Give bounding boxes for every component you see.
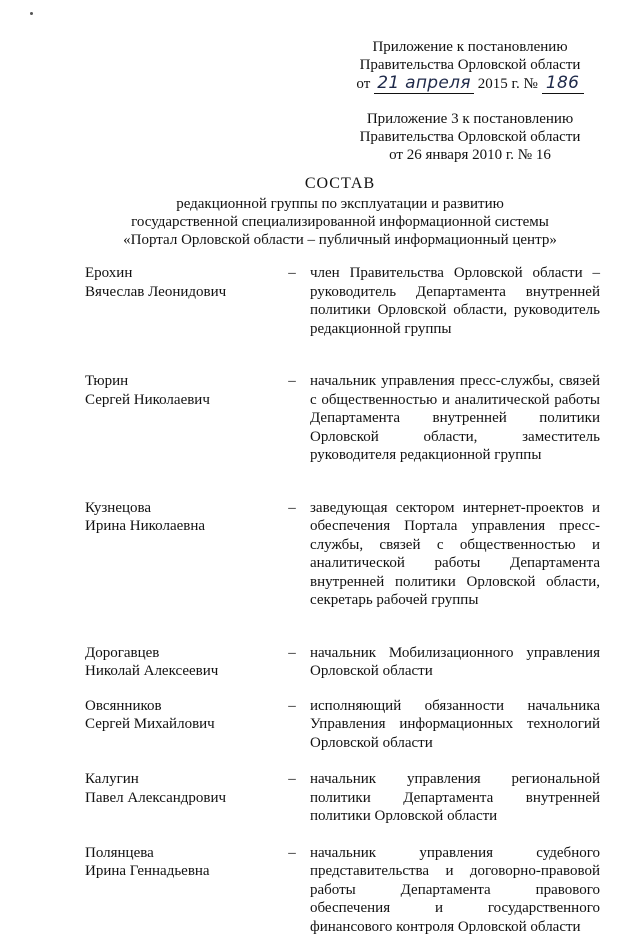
member-position: начальник управления судебного представительства и договорно-правовой работы Департамента правового обеспечения и государственного финансового контроля Орловской области <box>310 844 600 936</box>
handwritten-date: 21 апреля <box>377 73 471 93</box>
member-name <box>85 499 275 536</box>
from-label: от <box>356 76 370 92</box>
appendix-date-line <box>340 74 600 94</box>
member-row <box>85 644 600 681</box>
member-name <box>85 770 275 807</box>
title-line-3: «Портал Орловской области – публичный информационный центр» <box>60 231 620 249</box>
member-dash: – <box>285 644 299 663</box>
date-field <box>374 74 474 94</box>
member-given-name: Сергей Михайлович <box>85 715 275 734</box>
member-surname: Кузнецова <box>85 499 275 518</box>
member-position: член Правительства Орловской области – руководитель Департамента внутренней политики Орловской области, руководитель редакционной группы <box>310 264 600 338</box>
member-position: исполняющий обязанности начальника Управления информационных технологий Орловской области <box>310 697 600 753</box>
member-row <box>85 372 600 465</box>
member-name <box>85 264 275 301</box>
member-dash: – <box>285 372 299 391</box>
member-dash: – <box>285 264 299 283</box>
member-position: начальник Мобилизационного управления Орловской области <box>310 644 600 681</box>
member-name <box>85 644 275 681</box>
member-surname: Тюрин <box>85 372 275 391</box>
member-surname: Ерохин <box>85 264 275 283</box>
member-row <box>85 844 600 936</box>
appendix3-line-2: Правительства Орловской области <box>340 128 600 146</box>
scan-speck <box>30 12 33 15</box>
appendix3-line-1: Приложение 3 к постановлению <box>340 110 600 128</box>
member-row <box>85 770 600 826</box>
members-list <box>85 264 600 936</box>
title-line-1: редакционной группы по эксплуатации и развитию <box>60 195 620 213</box>
appendix-header <box>340 38 600 94</box>
year-label: 2015 г. № <box>478 76 538 92</box>
number-field <box>542 74 584 94</box>
appendix-3-header <box>340 110 600 164</box>
title-line-2: государственной специализированной информационной системы <box>60 213 620 231</box>
member-dash: – <box>285 499 299 518</box>
member-position: начальник управления региональной политики Департамента внутренней политики Орловской области <box>310 770 600 826</box>
member-dash: – <box>285 844 299 863</box>
member-row <box>85 264 600 338</box>
member-dash: – <box>285 697 299 716</box>
member-given-name: Сергей Николаевич <box>85 391 275 410</box>
appendix-line-2: Правительства Орловской области <box>340 56 600 74</box>
member-position: заведующая сектором интернет-проектов и обеспечения Портала управления пресс-службы, связей с общественностью и аналитической работы Департамента внутренней политики Орловской области, секретарь рабочей группы <box>310 499 600 610</box>
member-surname: Калугин <box>85 770 275 789</box>
member-name <box>85 697 275 734</box>
member-given-name: Вячеслав Леонидович <box>85 283 275 302</box>
member-row <box>85 499 600 610</box>
member-name <box>85 844 275 881</box>
member-dash: – <box>285 770 299 789</box>
handwritten-number: 186 <box>546 73 579 93</box>
document-title <box>60 175 620 249</box>
appendix-line-1: Приложение к постановлению <box>340 38 600 56</box>
member-surname: Полянцева <box>85 844 275 863</box>
title-main: СОСТАВ <box>60 175 620 193</box>
member-given-name: Павел Александрович <box>85 789 275 808</box>
member-surname: Дорогавцев <box>85 644 275 663</box>
member-row <box>85 697 600 753</box>
member-given-name: Ирина Николаевна <box>85 517 275 536</box>
member-position: начальник управления пресс-службы, связей с общественностью и аналитической работы Департамента внутренней политики Орловской области, заместитель руководителя редакционной группы <box>310 372 600 465</box>
appendix3-line-3: от 26 января 2010 г. № 16 <box>340 146 600 164</box>
member-given-name: Ирина Геннадьевна <box>85 862 275 881</box>
member-surname: Овсянников <box>85 697 275 716</box>
member-name <box>85 372 275 409</box>
member-given-name: Николай Алексеевич <box>85 662 275 681</box>
